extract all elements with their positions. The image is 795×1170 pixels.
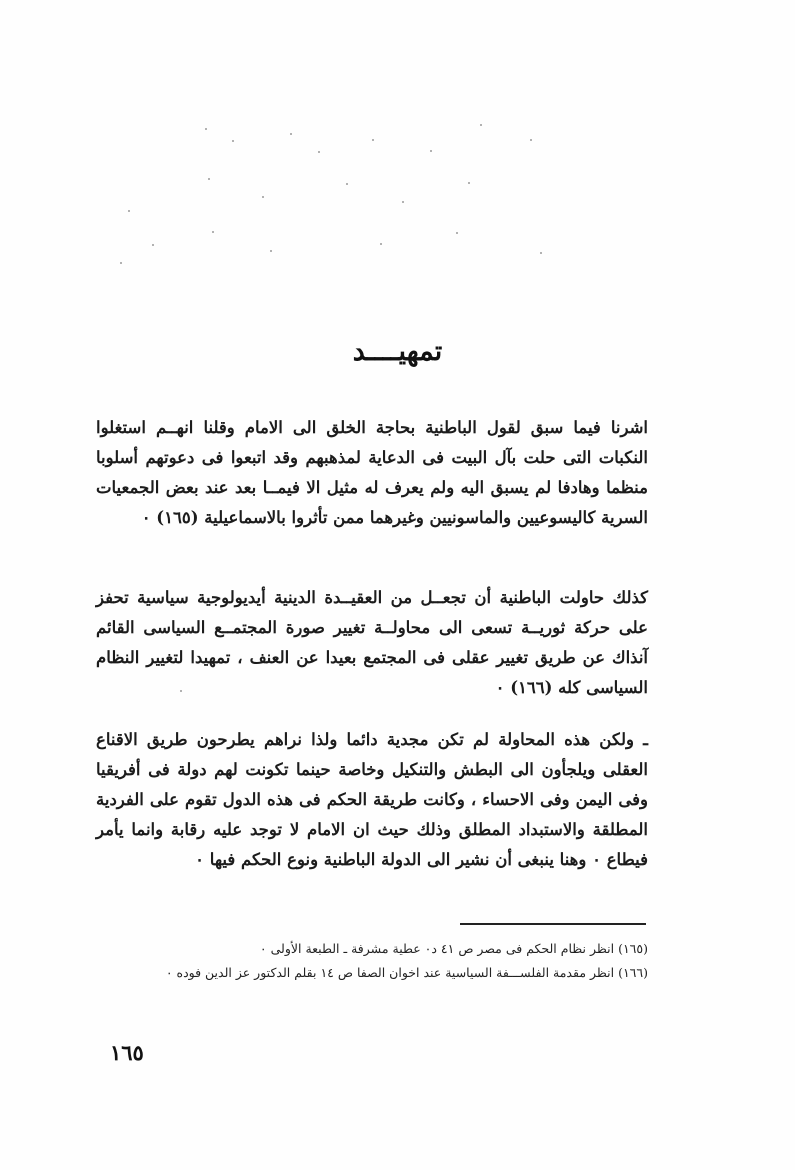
scan-speckle (208, 178, 210, 180)
scan-speckle (456, 232, 458, 234)
scan-speckle (372, 139, 374, 141)
scan-speckle (430, 150, 432, 152)
scan-speckle (346, 183, 348, 185)
scan-speckle (318, 151, 320, 153)
scan-speckle (530, 139, 532, 141)
scan-speckle (402, 201, 404, 203)
footnote-divider (460, 923, 646, 925)
scan-speckle (120, 262, 122, 264)
scan-speckle (480, 124, 482, 126)
scan-speckle (128, 210, 130, 212)
scan-speckle (232, 140, 234, 142)
scan-speckle (290, 133, 292, 135)
footnote-165: (١٦٥) انظر نظام الحكم فى مصر ص ٤١ د٠ عطية مشرفة ـ الطبعة الأولى ٠ (259, 941, 648, 956)
scan-speckle (152, 244, 154, 246)
scan-speckle (380, 243, 382, 245)
scan-speckle (262, 196, 264, 198)
scan-speckle (205, 128, 207, 130)
section-heading: تمهيــــد (352, 336, 443, 367)
footnote-166: (١٦٦) انظر مقدمة الفلســـفة السياسية عند اخوان الصفا ص ١٤ بقلم الدكتور عز الدين فوده ٠ (165, 965, 648, 980)
scan-speckle (212, 231, 214, 233)
paragraph-2: كذلك حاولت الباطنية أن تجعــل من العقيــدة الدينية أيديولوجية سياسية تحفز على حركة ثوريــة تسعى الى محاولــة تغيير صورة المجتمــع السياسى القائم آنذاك عن طريق تغيير عقلى فى المجتمع بعيدا عن العنف ، تمهيدا لتغيير النظام السياسى كله (١٦٦) ٠ (96, 588, 648, 697)
scan-speckle (468, 182, 470, 184)
paragraph-3: ـ ولكن هذه المحاولة لم تكن مجدية دائما ولذا نراهم يطرحون طريق الاقناع العقلى ويلجأون الى البطش والتنكيل وخاصة حينما تكونت لهم دولة فى أفريقيا وفى اليمن وفى الاحساء ، وكانت طريقة الحكم فى هذه الدول تقوم على الفردية المطلقة والاستبداد المطلق وذلك حيث ان الامام لا توجد عليه رقابة وانما يأمر فيطاع ٠ وهنا ينبغى أن نشير الى الدولة الباطنية ونوع الحكم فيها ٠ (96, 730, 648, 869)
paragraph-1: اشرنا فيما سبق لقول الباطنية بحاجة الخلق الى الامام وقلنا انهــم استغلوا النكبات التى حلت بآل البيت فى الدعاية لمذهبهم وقد اتبعوا فى دعوتهم أسلوبا منظما وهادفا لم يسبق اليه ولم يعرف له مثيل الا فيمــا بعد عند بعض الجمعيات السرية كاليسوعيين والماسونيين وغيرهما ممن تأثروا بالاسماعيلية (١٦٥) ٠ (96, 418, 648, 527)
scan-speckle (270, 250, 272, 252)
scan-speckle (540, 252, 542, 254)
page-number: ١٦٥ (110, 1040, 144, 1065)
footnotes (96, 937, 648, 985)
